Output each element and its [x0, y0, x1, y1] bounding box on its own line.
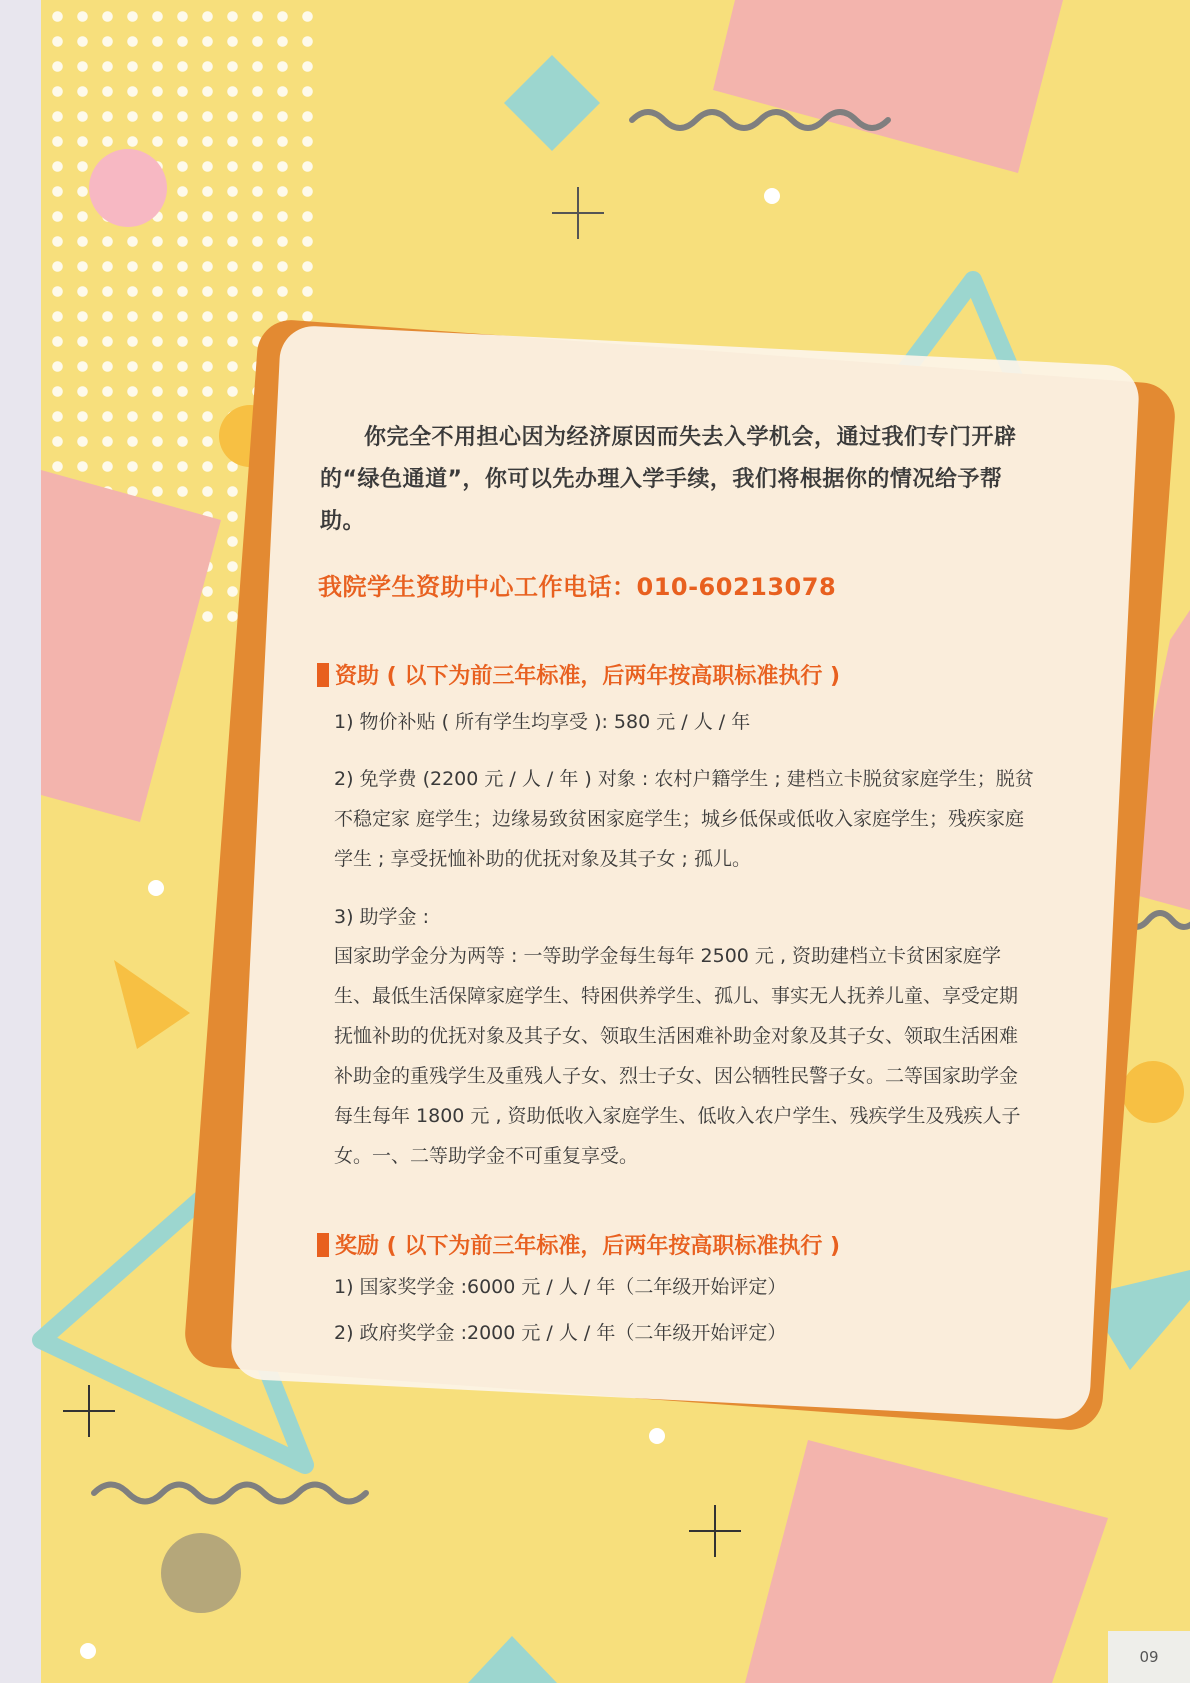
- section-title: 资助 ( 以下为前三年标准，后两年按高职标准执行 ): [335, 664, 841, 689]
- page-number: 09: [1108, 1631, 1190, 1683]
- aid-item-3-detail: 国家助学金分为两等 : 一等助学金每生每年 2500 元 , 资助建档立卡贫困家庭学生、最低生活保障家庭学生、特困供养学生、孤儿、事实无人抚养儿童、享受定期抚恤补助的优抚对象及其子女、领取生活困难补助金对象及其子女、领取生活困难补助金的重残学生及重残人子女、烈士子女、因公牺牲民警子女。二等国家助学金每生每年 1800 元 , 资助低收入家庭学生、低收入农户学生、残疾学生及残疾人子女。一、二等助学金不可重复享受。: [334, 945, 1021, 1167]
- heading-bar-marker: [317, 1233, 329, 1257]
- section-heading-aid: [317, 663, 1037, 691]
- aid-item-1: 1) 物价补贴 ( 所有学生均享受 ): 580 元 / 人 / 年: [334, 711, 751, 733]
- heading-bar-marker: [317, 663, 329, 687]
- aid-item-2: 2) 免学费 (2200 元 / 人 / 年 ) 对象 : 农村户籍学生 ; 建档立卡脱贫家庭学生；脱贫不稳定家 庭学生；边缘易致贫困家庭学生；城乡低保或低收入家庭学生；残疾家庭学生 ; 享受抚恤补助的优抚对象及其子女 ; 孤儿。: [334, 768, 1034, 870]
- hotline-text: 我院学生资助中心工作电话：010-60213078: [318, 573, 837, 601]
- section-heading-award: [317, 1233, 1037, 1261]
- aid-item-3: 3) 助学金 :: [334, 906, 429, 928]
- intro-paragraph: 你完全不用担心因为经济原因而失去入学机会，通过我们专门开辟的“绿色通道”，你可以先办理入学手续，我们将根据你的情况给予帮助。: [320, 425, 1017, 534]
- award-item-2: 2) 政府奖学金 :2000 元 / 人 / 年（二年级开始评定）: [334, 1322, 787, 1344]
- section-title: 奖励 ( 以下为前三年标准，后两年按高职标准执行 ): [335, 1234, 841, 1259]
- award-item-1: 1) 国家奖学金 :6000 元 / 人 / 年（二年级开始评定）: [334, 1276, 787, 1298]
